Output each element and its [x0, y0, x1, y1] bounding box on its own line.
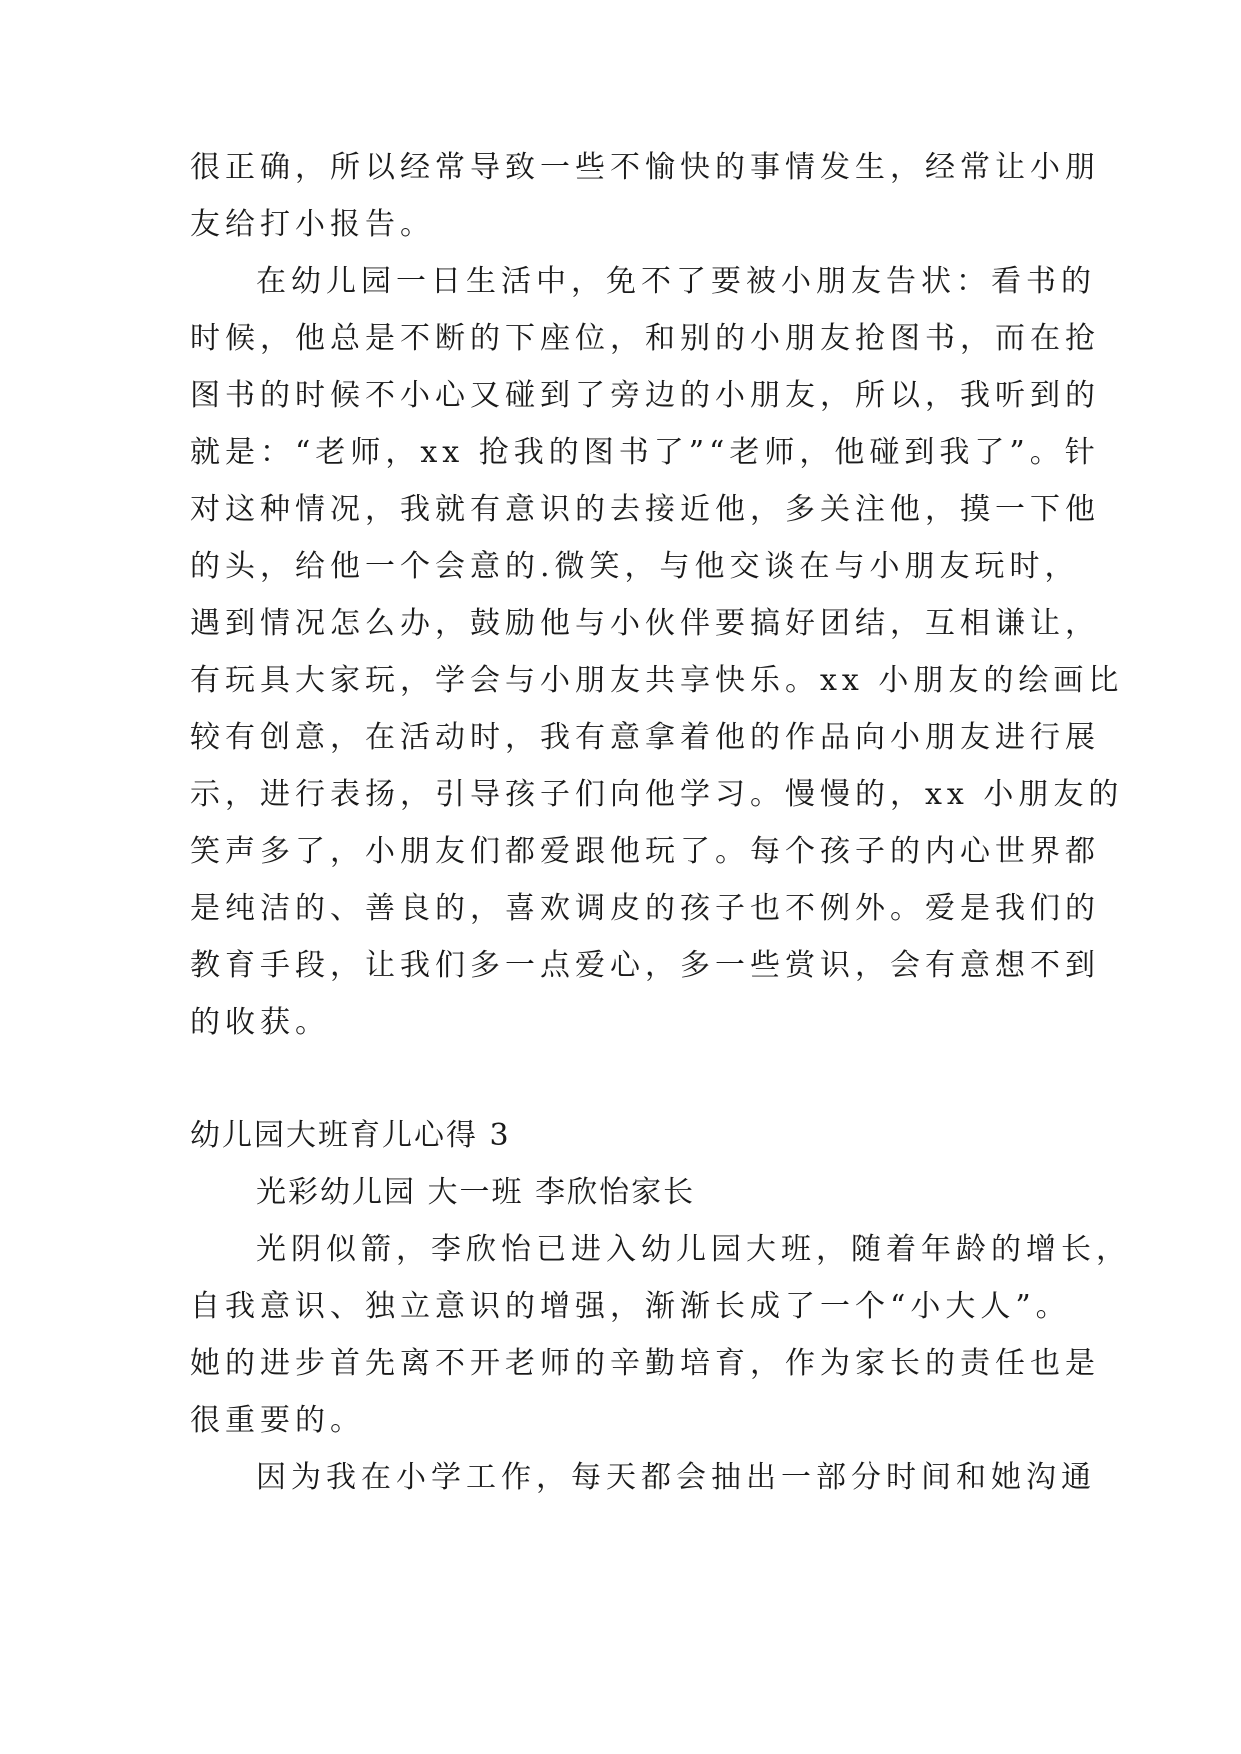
text-line: 光阴似箭，李欣怡已进入幼儿园大班，随着年龄的增长，: [256, 1232, 1131, 1267]
text-line: 对这种情况，我就有意识的去接近他，多关注他，摸一下他: [190, 492, 1100, 527]
text-line: 示，进行表扬，引导孩子们向他学习。慢慢的，xx 小朋友的: [190, 777, 1124, 812]
text-line: 友给打小报告。: [190, 207, 435, 242]
text-line: 教育手段，让我们多一点爱心，多一些赏识，会有意想不到: [190, 948, 1100, 983]
text-line: 有玩具大家玩，学会与小朋友共享快乐。xx 小朋友的绘画比: [190, 663, 1124, 698]
author-line: 光彩幼儿园 大一班 李欣怡家长: [256, 1175, 696, 1210]
text-line: 时候，他总是不断的下座位，和别的小朋友抢图书，而在抢: [190, 321, 1100, 356]
text-line: 自我意识、独立意识的增强，渐渐长成了一个“小大人”。: [190, 1289, 1071, 1324]
section-heading: 幼儿园大班育儿心得 3: [190, 1118, 511, 1153]
text-line: 的头，给他一个会意的.微笑，与他交谈在与小朋友玩时，: [190, 549, 1080, 584]
text-line: 是纯洁的、善良的，喜欢调皮的孩子也不例外。爱是我们的: [190, 891, 1100, 926]
text-line: 在幼儿园一日生活中，免不了要被小朋友告状：看书的: [256, 264, 1096, 299]
text-line: 因为我在小学工作，每天都会抽出一部分时间和她沟通: [256, 1460, 1096, 1495]
text-line: 的收获。: [190, 1005, 330, 1040]
text-line: 很正确，所以经常导致一些不愉快的事情发生，经常让小朋: [190, 150, 1100, 185]
text-line: 图书的时候不小心又碰到了旁边的小朋友，所以，我听到的: [190, 378, 1100, 413]
text-line: 遇到情况怎么办，鼓励他与小伙伴要搞好团结，互相谦让，: [190, 606, 1100, 641]
text-line: 笑声多了，小朋友们都爱跟他玩了。每个孩子的内心世界都: [190, 834, 1100, 869]
text-line: 就是：“老师，xx 抢我的图书了”“老师，他碰到我了”。针: [190, 435, 1100, 470]
text-line: 很重要的。: [190, 1403, 365, 1438]
text-line: 较有创意，在活动时，我有意拿着他的作品向小朋友进行展: [190, 720, 1100, 755]
text-line: 她的进步首先离不开老师的辛勤培育，作为家长的责任也是: [190, 1346, 1100, 1381]
